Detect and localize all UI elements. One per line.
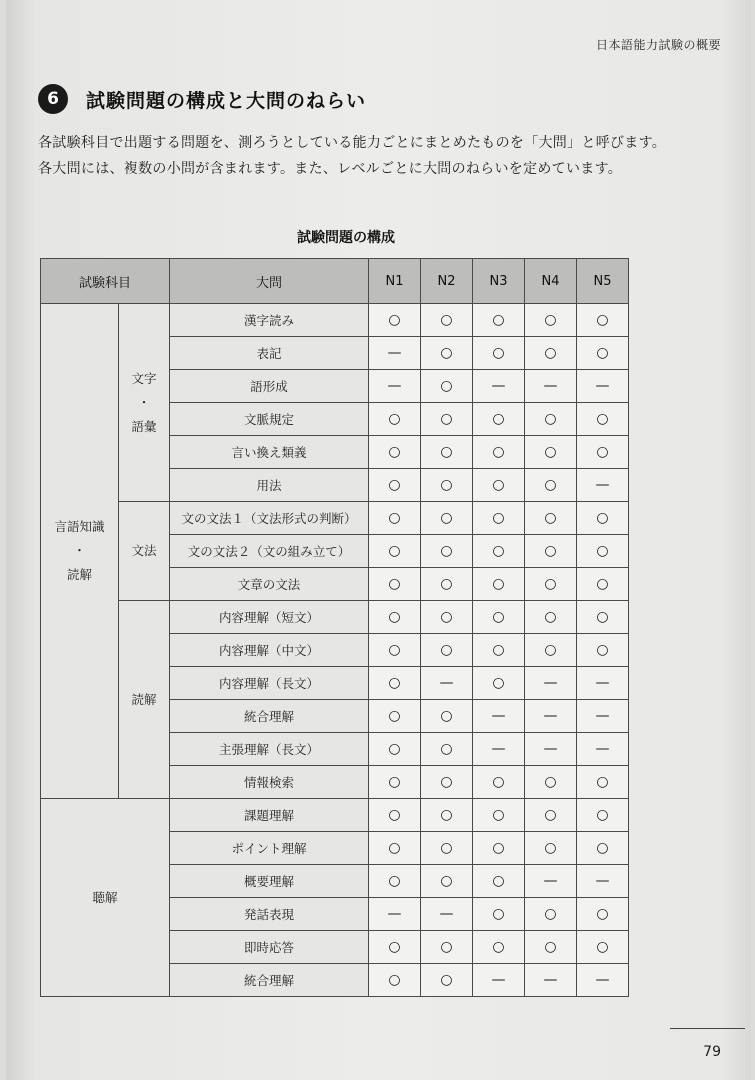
level-mark-n2: ○	[421, 700, 473, 733]
level-mark-n1: ○	[369, 799, 421, 832]
level-mark-n4: —	[525, 733, 577, 766]
daimon-cell: 課題理解	[170, 799, 369, 832]
level-mark-n1: ○	[369, 733, 421, 766]
level-mark-n4: ○	[525, 832, 577, 865]
page-number-rule	[670, 1028, 745, 1029]
level-mark-n3: ○	[473, 337, 525, 370]
level-mark-n4: ○	[525, 634, 577, 667]
header-level-n4: N4	[525, 259, 577, 304]
level-mark-n5: ○	[577, 832, 629, 865]
level-mark-n3: ○	[473, 568, 525, 601]
level-mark-n1: ○	[369, 634, 421, 667]
level-mark-n5: ○	[577, 799, 629, 832]
level-mark-n3: —	[473, 700, 525, 733]
level-mark-n1: —	[369, 898, 421, 931]
group-moji-goi-label-part: 語彙	[131, 418, 157, 434]
intro-paragraph-line-2: 各大問には、複数の小問が含まれます。また、レベルごとに大問のねらいを定めています。	[38, 161, 623, 177]
level-mark-n5: ○	[577, 337, 629, 370]
daimon-cell: 主張理解（長文）	[170, 733, 369, 766]
daimon-cell: 用法	[170, 469, 369, 502]
section-number-badge: 6	[38, 84, 68, 114]
group-bunpo: 文法	[119, 502, 170, 601]
level-mark-n2: ○	[421, 469, 473, 502]
page	[6, 0, 751, 1080]
daimon-cell: 発話表現	[170, 898, 369, 931]
level-mark-n2: ○	[421, 931, 473, 964]
level-mark-n5: ○	[577, 403, 629, 436]
level-mark-n2: ○	[421, 436, 473, 469]
table-row	[41, 799, 629, 832]
header-level-n1: N1	[369, 259, 421, 304]
level-mark-n4: —	[525, 865, 577, 898]
level-mark-n5: —	[577, 370, 629, 403]
level-mark-n1: ○	[369, 502, 421, 535]
section-title: 試験問題の構成と大問のねらい	[86, 90, 367, 112]
level-mark-n5: ○	[577, 634, 629, 667]
daimon-cell: 概要理解	[170, 865, 369, 898]
daimon-cell: 漢字読み	[170, 304, 369, 337]
level-mark-n4: ○	[525, 469, 577, 502]
daimon-cell: 内容理解（中文）	[170, 634, 369, 667]
level-mark-n1: ○	[369, 535, 421, 568]
daimon-cell: 統合理解	[170, 964, 369, 997]
daimon-cell: 文の文法１（文法形式の判断）	[170, 502, 369, 535]
group-moji-goi-label-part: ・	[137, 394, 151, 410]
level-mark-n4: ○	[525, 535, 577, 568]
level-mark-n3: ○	[473, 601, 525, 634]
subject-gengo-chishiki-dokkai	[41, 304, 119, 799]
level-mark-n2: ○	[421, 766, 473, 799]
level-mark-n5: —	[577, 733, 629, 766]
group-dokkai: 読解	[119, 601, 170, 799]
level-mark-n5: ○	[577, 304, 629, 337]
level-mark-n4: ○	[525, 502, 577, 535]
level-mark-n4: —	[525, 964, 577, 997]
level-mark-n5: —	[577, 865, 629, 898]
level-mark-n5: ○	[577, 502, 629, 535]
level-mark-n2: —	[421, 898, 473, 931]
subject-gengo-chishiki-dokkai-label-part: 言語知識	[54, 519, 105, 534]
group-moji-goi-label-part: 文字	[131, 370, 157, 386]
level-mark-n4: —	[525, 370, 577, 403]
daimon-cell: 情報検索	[170, 766, 369, 799]
level-mark-n3: ○	[473, 931, 525, 964]
daimon-cell: 文の文法２（文の組み立て）	[170, 535, 369, 568]
level-mark-n3: ○	[473, 799, 525, 832]
daimon-cell: 文章の文法	[170, 568, 369, 601]
header-level-n5: N5	[577, 259, 629, 304]
level-mark-n4: ○	[525, 436, 577, 469]
level-mark-n1: ○	[369, 568, 421, 601]
header-daimon: 大問	[170, 259, 369, 304]
level-mark-n5: —	[577, 700, 629, 733]
level-mark-n1: ○	[369, 469, 421, 502]
level-mark-n3: —	[473, 964, 525, 997]
group-moji-goi-label	[119, 370, 169, 436]
level-mark-n1: ○	[369, 964, 421, 997]
level-mark-n1: —	[369, 370, 421, 403]
level-mark-n2: ○	[421, 568, 473, 601]
level-mark-n2: ○	[421, 832, 473, 865]
table-title: 試験問題の構成	[297, 230, 395, 246]
level-mark-n4: —	[525, 667, 577, 700]
level-mark-n4: ○	[525, 898, 577, 931]
level-mark-n4: ○	[525, 568, 577, 601]
level-mark-n5: —	[577, 667, 629, 700]
daimon-cell: 文脈規定	[170, 403, 369, 436]
level-mark-n5: ○	[577, 436, 629, 469]
level-mark-n1: —	[369, 337, 421, 370]
daimon-cell: 内容理解（長文）	[170, 667, 369, 700]
level-mark-n2: ○	[421, 865, 473, 898]
intro-paragraph-line-1: 各試験科目で出題する問題を、測ろうとしている能力ごとにまとめたものを「大問」と呼びます。	[38, 135, 667, 151]
level-mark-n2: ○	[421, 634, 473, 667]
subject-chokai: 聴解	[41, 799, 170, 997]
daimon-cell: 内容理解（短文）	[170, 601, 369, 634]
level-mark-n3: ○	[473, 304, 525, 337]
level-mark-n1: ○	[369, 865, 421, 898]
level-mark-n1: ○	[369, 601, 421, 634]
level-mark-n4: ○	[525, 304, 577, 337]
subject-gengo-chishiki-dokkai-label-part: 読解	[66, 567, 92, 582]
level-mark-n3: ○	[473, 535, 525, 568]
level-mark-n2: ○	[421, 337, 473, 370]
level-mark-n5: ○	[577, 535, 629, 568]
daimon-cell: 語形成	[170, 370, 369, 403]
level-mark-n2: —	[421, 667, 473, 700]
level-mark-n1: ○	[369, 667, 421, 700]
level-mark-n2: ○	[421, 733, 473, 766]
level-mark-n1: ○	[369, 304, 421, 337]
level-mark-n3: ○	[473, 667, 525, 700]
level-mark-n1: ○	[369, 832, 421, 865]
subject-gengo-chishiki-dokkai-label-part: ・	[73, 543, 86, 558]
daimon-cell: 統合理解	[170, 700, 369, 733]
header-level-n2: N2	[421, 259, 473, 304]
level-mark-n3: —	[473, 733, 525, 766]
level-mark-n4: —	[525, 700, 577, 733]
level-mark-n1: ○	[369, 931, 421, 964]
level-mark-n3: ○	[473, 403, 525, 436]
level-mark-n1: ○	[369, 403, 421, 436]
level-mark-n4: ○	[525, 403, 577, 436]
level-mark-n3: ○	[473, 436, 525, 469]
level-mark-n3: ○	[473, 898, 525, 931]
level-mark-n2: ○	[421, 964, 473, 997]
level-mark-n1: ○	[369, 766, 421, 799]
daimon-cell: 表記	[170, 337, 369, 370]
table-header-row	[41, 259, 629, 304]
level-mark-n3: ○	[473, 766, 525, 799]
header-subject: 試験科目	[41, 259, 170, 304]
level-mark-n2: ○	[421, 502, 473, 535]
level-mark-n3: ○	[473, 832, 525, 865]
header-level-n3: N3	[473, 259, 525, 304]
subject-gengo-chishiki-dokkai-label	[41, 518, 118, 584]
level-mark-n5: ○	[577, 898, 629, 931]
page-number: 79	[703, 1044, 721, 1060]
level-mark-n2: ○	[421, 535, 473, 568]
level-mark-n5: ○	[577, 766, 629, 799]
level-mark-n5: ○	[577, 568, 629, 601]
level-mark-n3: ○	[473, 634, 525, 667]
table-row	[41, 304, 629, 337]
level-mark-n2: ○	[421, 403, 473, 436]
level-mark-n2: ○	[421, 370, 473, 403]
level-mark-n3: —	[473, 370, 525, 403]
level-mark-n3: ○	[473, 865, 525, 898]
exam-structure-table	[40, 258, 629, 997]
level-mark-n5: —	[577, 469, 629, 502]
level-mark-n2: ○	[421, 304, 473, 337]
level-mark-n5: ○	[577, 931, 629, 964]
running-header: 日本語能力試験の概要	[595, 38, 721, 52]
level-mark-n5: ○	[577, 601, 629, 634]
level-mark-n4: ○	[525, 931, 577, 964]
daimon-cell: 言い換え類義	[170, 436, 369, 469]
level-mark-n4: ○	[525, 799, 577, 832]
level-mark-n3: ○	[473, 469, 525, 502]
daimon-cell: 即時応答	[170, 931, 369, 964]
table-row	[41, 502, 629, 535]
level-mark-n4: ○	[525, 601, 577, 634]
group-moji-goi	[119, 304, 170, 502]
table-row	[41, 601, 629, 634]
level-mark-n2: ○	[421, 601, 473, 634]
level-mark-n4: ○	[525, 337, 577, 370]
table-body	[41, 304, 629, 997]
level-mark-n2: ○	[421, 799, 473, 832]
daimon-cell: ポイント理解	[170, 832, 369, 865]
level-mark-n1: ○	[369, 700, 421, 733]
level-mark-n1: ○	[369, 436, 421, 469]
level-mark-n5: —	[577, 964, 629, 997]
level-mark-n3: ○	[473, 502, 525, 535]
level-mark-n4: ○	[525, 766, 577, 799]
